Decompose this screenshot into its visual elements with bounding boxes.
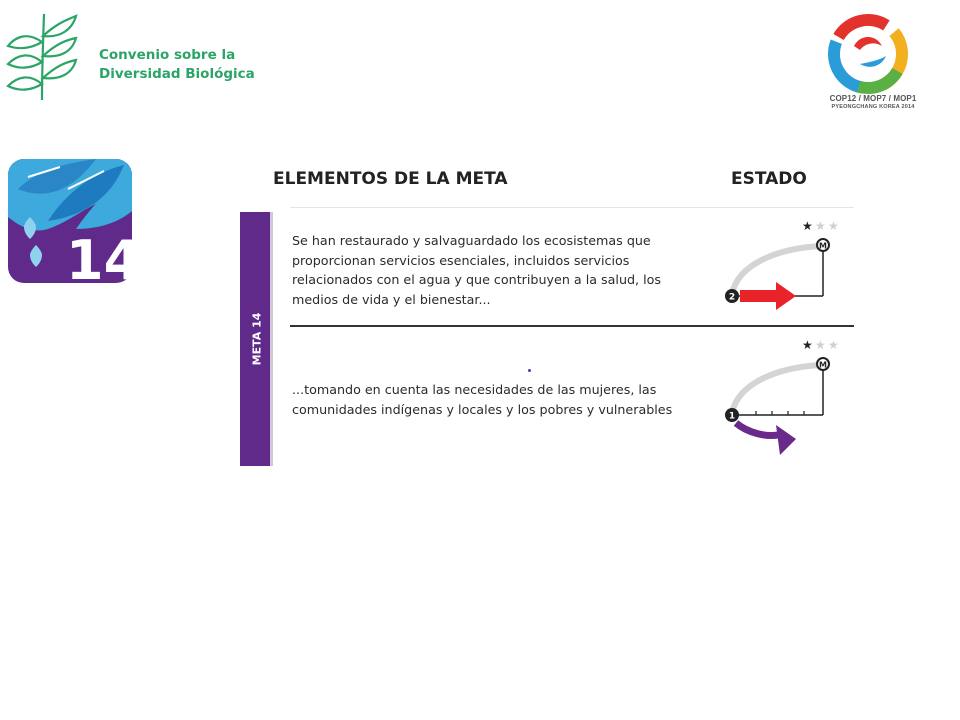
event-name — [808, 94, 938, 110]
cop12-swirl-logo-icon — [830, 16, 906, 92]
score-value: 1 — [728, 411, 736, 422]
confidence-star-filled: ★ — [802, 338, 813, 352]
milestone-label: M — [819, 360, 827, 370]
row-divider — [290, 325, 854, 327]
confidence-star-empty: ★ — [828, 219, 839, 233]
row-2-line-1: ...tomando en cuenta las necesidades de las mujeres, las — [292, 382, 657, 397]
confidence-star-empty: ★ — [828, 338, 839, 352]
row-1-line-2: proporcionan servicios esenciales, incluidos servicios — [292, 252, 630, 268]
event-line1: COP12 / MOP7 / MOP1 — [829, 94, 917, 103]
status-gauge-row-1 — [718, 216, 848, 316]
status-gauge-row-2 — [718, 335, 848, 465]
org-name-line1: Convenio sobre la — [99, 47, 236, 63]
element-row-1-text — [292, 231, 722, 309]
row-1-line-3: relacionados con el agua y que contribuyen a la salud, los — [292, 272, 661, 287]
event-line2: PYEONGCHANG KOREA 2014 — [831, 104, 915, 110]
element-row-2-text — [292, 380, 722, 419]
target-side-label: META 14 — [250, 312, 264, 366]
target-14-icon — [8, 159, 142, 292]
stray-dot — [528, 369, 531, 372]
row-2-line-2: comunidades indígenas y locales y los pobres y vulnerables — [292, 401, 673, 417]
trend-arrow-down-icon — [736, 423, 778, 436]
header-divider — [290, 207, 854, 208]
row-1-line-4: medios de vida y el bienestar... — [292, 291, 491, 307]
score-value: 2 — [728, 292, 736, 303]
column-header-elements: ELEMENTOS DE LA META — [273, 169, 508, 189]
org-name — [99, 46, 255, 84]
trend-arrow-right-icon — [740, 282, 796, 310]
column-header-status: ESTADO — [731, 169, 807, 189]
target-number: 14 — [66, 229, 142, 292]
confidence-star-filled: ★ — [802, 219, 813, 233]
side-bar-shadow — [270, 212, 273, 466]
row-1-line-1: Se han restaurado y salvaguardado los ecosistemas que — [292, 233, 651, 248]
confidence-star-empty: ★ — [815, 338, 826, 352]
trend-arrow-head — [776, 425, 796, 455]
milestone-label: M — [819, 241, 827, 251]
confidence-star-empty: ★ — [815, 219, 826, 233]
org-name-line2: Diversidad Biológica — [99, 66, 255, 82]
progress-arc — [732, 365, 822, 413]
cbd-leaf-logo-icon — [6, 12, 86, 102]
